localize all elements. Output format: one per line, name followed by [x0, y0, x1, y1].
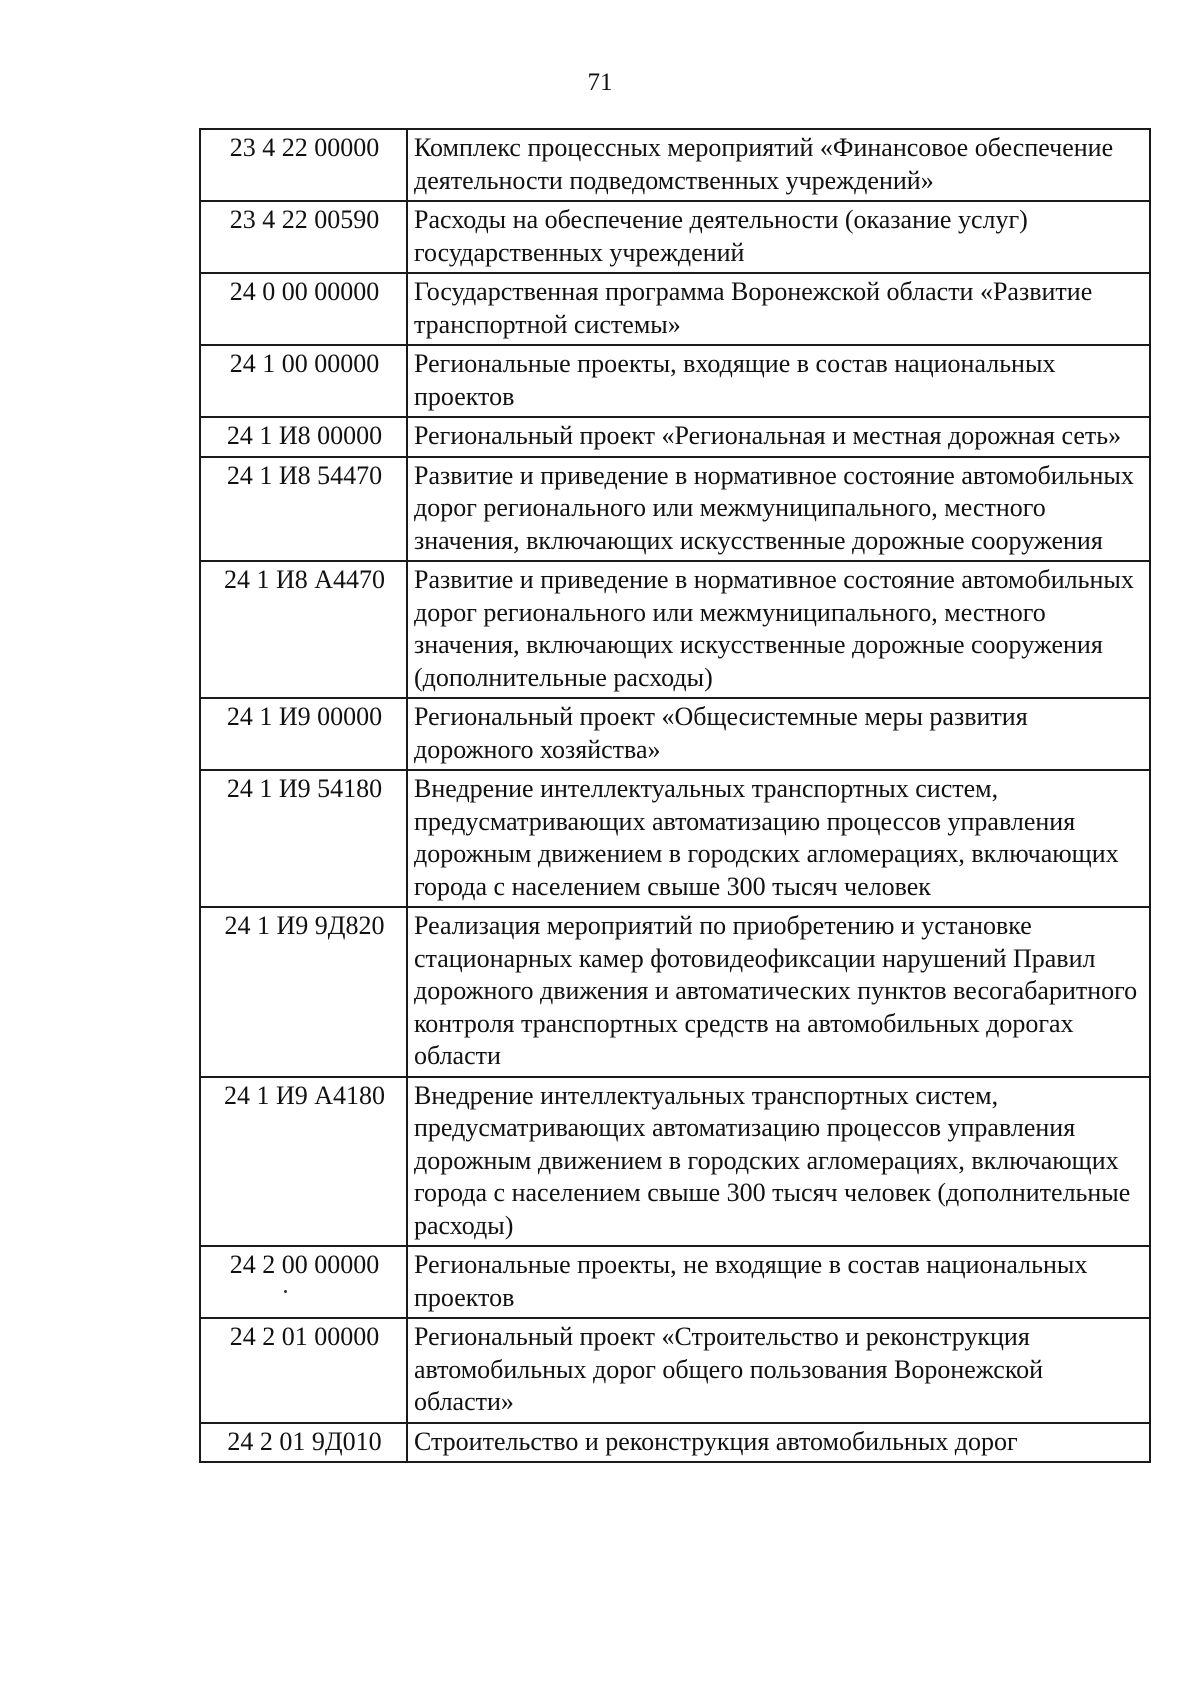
description-cell: Строительство и реконструкция автомобильных дорог	[407, 1423, 1150, 1463]
description-cell: Комплекс процессных мероприятий «Финансовое обеспечение деятельности подведомственных учреждений»	[407, 129, 1150, 201]
code-cell: 24 0 00 00000	[200, 273, 407, 345]
code-cell: 24 1 И9 00000	[200, 698, 407, 770]
table-row	[200, 698, 1150, 770]
table-row	[200, 129, 1150, 201]
description-cell: Реализация мероприятий по приобретению и установке стационарных камер фотовидеофиксации нарушений Правил дорожного движения и автоматических пунктов весогабаритного контроля транспортных средств на автомобильных дорогах области	[407, 907, 1150, 1077]
description-cell: Развитие и приведение в нормативное состояние автомобильных дорог регионального или межмуниципального, местного значения, включающих искусственные дорожные сооружения	[407, 457, 1150, 562]
description-cell: Региональный проект «Строительство и реконструкция автомобильных дорог общего пользования Воронежской области»	[407, 1318, 1150, 1423]
code-cell: 24 1 00 00000	[200, 345, 407, 417]
table-body	[200, 129, 1150, 1462]
code-cell: 24 2 01 00000	[200, 1318, 407, 1423]
table-row	[200, 201, 1150, 273]
table-row	[200, 457, 1150, 562]
table-row	[200, 273, 1150, 345]
description-cell: Региональный проект «Общесистемные меры развития дорожного хозяйства»	[407, 698, 1150, 770]
table-row	[200, 1077, 1150, 1247]
description-cell: Внедрение интеллектуальных транспортных систем, предусматривающих автоматизацию процессов управления дорожным движением в городских агломерациях, включающих города с населением свыше 300 тысяч человек (дополнительные расходы)	[407, 1077, 1150, 1247]
code-cell: 24 1 И9 А4180	[200, 1077, 407, 1247]
description-cell: Расходы на обеспечение деятельности (оказание услуг) государственных учреждений	[407, 201, 1150, 273]
table-row	[200, 561, 1150, 698]
code-cell: 24 2 01 9Д010	[200, 1423, 407, 1463]
description-cell: Региональный проект «Региональная и местная дорожная сеть»	[407, 417, 1150, 457]
table-row	[200, 345, 1150, 417]
code-cell: 24 1 И9 54180	[200, 770, 407, 907]
table-row	[200, 417, 1150, 457]
table-row	[200, 1423, 1150, 1463]
scan-speck	[284, 1290, 287, 1293]
budget-codes-table	[199, 128, 1151, 1463]
description-cell: Региональные проекты, не входящие в состав национальных проектов	[407, 1246, 1150, 1318]
table-row	[200, 907, 1150, 1077]
code-cell: 23 4 22 00000	[200, 129, 407, 201]
description-cell: Внедрение интеллектуальных транспортных систем, предусматривающих автоматизацию процессов управления дорожным движением в городских агломерациях, включающих города с населением свыше 300 тысяч человек	[407, 770, 1150, 907]
code-cell: 24 1 И8 54470	[200, 457, 407, 562]
code-cell: 24 2 00 00000	[200, 1246, 407, 1318]
code-cell: 24 1 И8 А4470	[200, 561, 407, 698]
table-row	[200, 1318, 1150, 1423]
table-row	[200, 1246, 1150, 1318]
description-cell: Государственная программа Воронежской области «Развитие транспортной системы»	[407, 273, 1150, 345]
table-row	[200, 770, 1150, 907]
page-number: 71	[587, 69, 613, 96]
code-cell: 24 1 И9 9Д820	[200, 907, 407, 1077]
code-cell: 24 1 И8 00000	[200, 417, 407, 457]
code-cell: 23 4 22 00590	[200, 201, 407, 273]
description-cell: Региональные проекты, входящие в состав национальных проектов	[407, 345, 1150, 417]
description-cell: Развитие и приведение в нормативное состояние автомобильных дорог регионального или межмуниципального, местного значения, включающих искусственные дорожные сооружения (дополнительные расходы)	[407, 561, 1150, 698]
